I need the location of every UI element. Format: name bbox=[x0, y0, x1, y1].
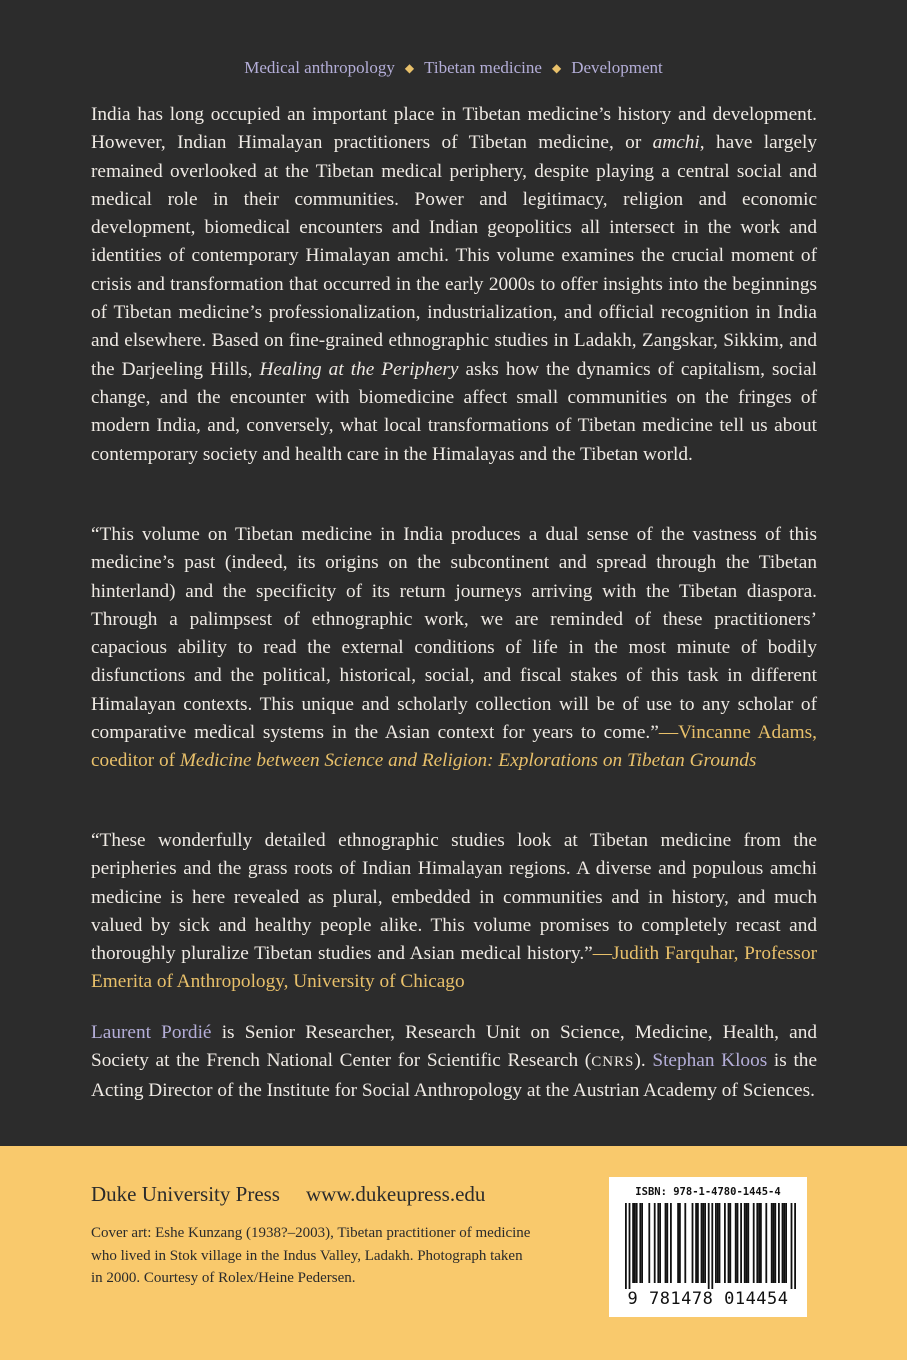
author-bios bbox=[91, 1019, 817, 1105]
barcode-bar bbox=[697, 1203, 699, 1283]
barcode-bar bbox=[774, 1203, 776, 1283]
barcode-bar bbox=[765, 1203, 767, 1283]
cover-credit: Cover art: Eshe Kunzang (1938?–2003), Tibetan practitioner of medicine who lived in Stok village in the Indus Valley, Ladakh. Photograph taken in 2000. Courtesy of Rolex/Heine Pedersen. bbox=[91, 1225, 531, 1286]
barcode-bar bbox=[648, 1203, 650, 1283]
barcode-bar bbox=[729, 1203, 731, 1283]
cnrs-acronym: CNRS bbox=[591, 1054, 635, 1071]
barcode-bar bbox=[708, 1203, 710, 1289]
barcode-bar bbox=[719, 1203, 721, 1283]
barcode-bar bbox=[701, 1203, 703, 1283]
barcode-bar bbox=[665, 1203, 667, 1283]
footer-band bbox=[0, 1146, 907, 1360]
barcode-bar bbox=[711, 1203, 713, 1289]
barcode-bar bbox=[639, 1203, 641, 1283]
description-text: , have largely remained overlooked at the Tibetan medical periphery, despite playing a central social and medical role in their communities. Power and legitimacy, religion and economic development, biomedical encounters and Indian geopolitics all intersect in the work and identities of contemporary Himalayan amchi. This volume examines the crucial moment of crisis and transformation that occurred in the early 2000s to offer insights into the beginnings of Tibetan medicine’s professionalization, industrialization, and official recognition in India and elsewhere. Based on fine-grained ethnographic studies in Ladakh, Zangskar, Sikkim, and the Darjeeling Hills, bbox=[91, 132, 817, 380]
subject-1: Medical anthropology bbox=[244, 58, 395, 77]
barcode-bar bbox=[636, 1203, 638, 1283]
barcode-bar bbox=[704, 1203, 706, 1283]
barcode-bar bbox=[782, 1203, 784, 1283]
barcode-bar bbox=[785, 1203, 787, 1283]
barcode-bar bbox=[728, 1203, 730, 1283]
barcode-bar bbox=[783, 1203, 785, 1283]
barcode-bar bbox=[737, 1203, 739, 1283]
barcode-bar bbox=[747, 1203, 749, 1283]
barcode-bar bbox=[758, 1203, 760, 1283]
amchi-term: amchi bbox=[652, 132, 700, 154]
barcode-bar bbox=[778, 1203, 780, 1283]
subject-3: Development bbox=[571, 58, 663, 77]
author-bio: is Senior Researcher, Research Unit on Science, Medicine, Health, and Society at the French National Center for Scientific Research ( bbox=[91, 1022, 818, 1072]
barcode-bar bbox=[684, 1203, 686, 1283]
book-description bbox=[91, 101, 817, 469]
barcode-bar bbox=[692, 1203, 694, 1283]
barcode-bar bbox=[756, 1203, 758, 1283]
barcode-bar bbox=[791, 1203, 793, 1289]
barcode-bar bbox=[632, 1203, 634, 1283]
description-text: asks how the dynamics of capitalism, social change, and the encounter with biomedicine affect small communities on the fringes of modern India, and, conversely, what local transformations of Tibetan medicine tell us about contemporary society and health care in the Himalayas and the Tibetan world. bbox=[91, 358, 817, 465]
barcode-bar bbox=[735, 1203, 737, 1283]
barcode-bar bbox=[657, 1203, 659, 1283]
bullet-icon: ◆ bbox=[551, 61, 562, 75]
barcode-bar bbox=[629, 1203, 631, 1289]
author-bio: is the Acting Director of the Institute for Social Anthropology at the Austrian Academy of Sciences. bbox=[91, 1050, 817, 1101]
endorsement-farquhar bbox=[91, 827, 817, 997]
barcode-bars bbox=[617, 1203, 799, 1289]
publisher-url: www.dukeupress.edu bbox=[305, 1182, 486, 1206]
barcode-bar bbox=[634, 1203, 636, 1283]
barcode-bar bbox=[740, 1203, 742, 1283]
barcode-bar bbox=[625, 1203, 627, 1289]
publisher-line bbox=[91, 1182, 485, 1207]
barcode-bar bbox=[666, 1203, 668, 1283]
book-title: Healing at the Periphery bbox=[259, 358, 459, 380]
endorsement-quote: “These wonderfully detailed ethnographic studies look at Tibetan medicine from the peripheries and the grass roots of Indian Himalayan regions. A diverse and populous amchi medicine is here revealed as plural, embedded in communities and in history, and much valued by sick and healthy people alike. This volume promises to completely recast and thoroughly pluralize Tibetan studies and Asian medical history.” bbox=[91, 830, 817, 965]
barcode-bar bbox=[753, 1203, 755, 1283]
author-name: Stephan Kloos bbox=[652, 1050, 768, 1072]
barcode-digits: 9 781478 014454 bbox=[627, 1289, 789, 1309]
barcode-bar bbox=[654, 1203, 656, 1283]
barcode-bar bbox=[679, 1203, 681, 1283]
barcode-bar bbox=[715, 1203, 717, 1283]
author-name: Laurent Pordié bbox=[91, 1022, 212, 1043]
description-text: India has long occupied an important place in Tibetan medicine’s history and development. However, Indian Himalayan practitioners of Tibetan medicine, or bbox=[91, 104, 817, 154]
bullet-icon: ◆ bbox=[404, 61, 415, 75]
barcode-bar bbox=[717, 1203, 719, 1283]
barcode-bar bbox=[695, 1203, 697, 1283]
author-bio: ). bbox=[634, 1050, 653, 1072]
endorsement-quote: “This volume on Tibetan medicine in India produces a dual sense of the vastness of this medicine’s past (indeed, its origins on the subcontinent and spread through the Tibetan hinterland) and the specificity of its return journeys arriving with the Tibetan diaspora. Through a palimpsest of ethnographic work, we are reminded of these practitioners’ capacious ability to read the external conditions of life in the most minute of bodily disfunctions and the political, historical, social, and fiscal stakes of this task in different Himalayan contexts. This unique and scholarly collection will be of use to any scholar of comparative medical systems in the Asian context for years to come.” bbox=[91, 524, 817, 744]
barcode-bar bbox=[744, 1203, 746, 1283]
barcode-bar bbox=[677, 1203, 679, 1283]
endorsement-work-title: Medicine between Science and Religion: Explorations on Tibetan Grounds bbox=[179, 750, 757, 772]
barcode-bar bbox=[760, 1203, 762, 1283]
barcode-bar bbox=[771, 1203, 773, 1283]
barcode-bar bbox=[702, 1203, 704, 1283]
subject-2: Tibetan medicine bbox=[424, 58, 542, 77]
barcode-bar bbox=[746, 1203, 748, 1283]
barcode-bar bbox=[670, 1203, 672, 1283]
endorsement-attribution: —Judith Farquhar, Professor Emerita of Anthropology, University of Chicago bbox=[91, 943, 818, 993]
barcode-bar bbox=[659, 1203, 661, 1283]
endorsement-adams bbox=[91, 521, 817, 776]
endorsement-attribution: —Vincanne Adams, coeditor of bbox=[91, 722, 817, 772]
barcode-bar bbox=[724, 1203, 726, 1283]
publisher-name: Duke University Press bbox=[91, 1182, 280, 1206]
subject-categories bbox=[0, 58, 907, 78]
barcode-bar bbox=[773, 1203, 775, 1283]
barcode-bar bbox=[641, 1203, 643, 1283]
barcode-bar bbox=[794, 1203, 796, 1289]
isbn-label: ISBN: 978-1-4780-1445-4 bbox=[635, 1186, 781, 1198]
isbn-barcode bbox=[609, 1177, 807, 1317]
